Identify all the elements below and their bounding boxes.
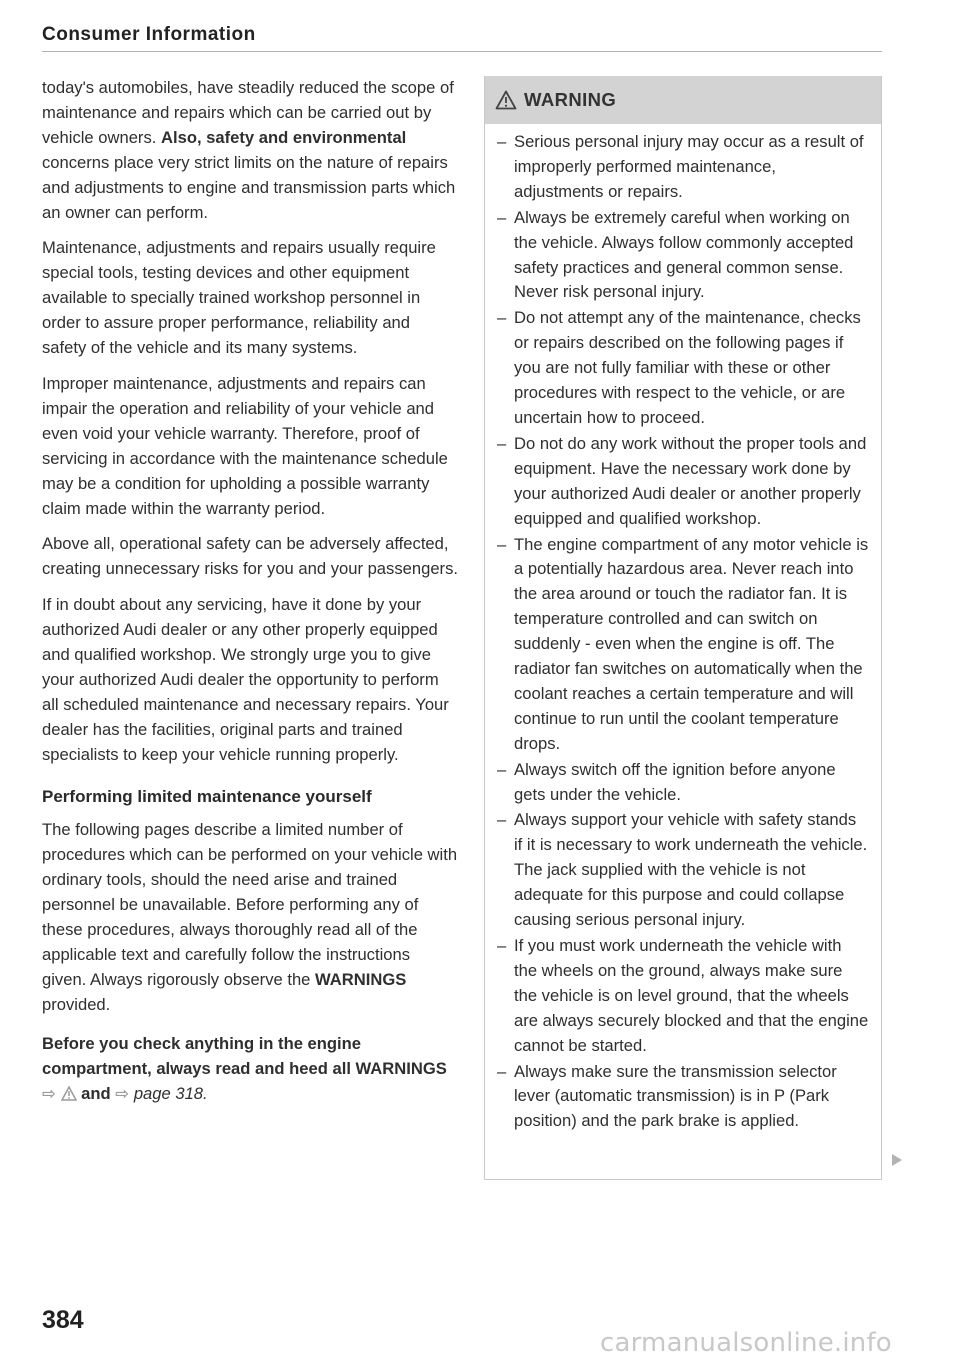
- paragraph-intro-text-b: concerns place very strict limits on the nature of repairs and adjustments to engine and transmission parts which an owner can perform.: [42, 152, 456, 222]
- page-ref-link[interactable]: page 318.: [133, 1083, 208, 1103]
- warning-item: – Always support your vehicle with safety stands if it is necessary to work underneath the vehicle. The jack supplied with the vehicle is not adequate for this purpose and could collapse causing serious personal injury.: [497, 808, 869, 933]
- section-title: Consumer Information: [42, 24, 256, 45]
- paragraph-safety: Above all, operational safety can be adversely affected, creating unnecessary risks for you and your passengers.: [42, 534, 458, 579]
- paragraph-improper: Improper maintenance, adjustments and repairs can impair the operation and reliability of your vehicle and even void your vehicle warranty. Therefore, proof of servicing in accordance with the maintenance schedule may be a condition for upholding a possible warranty claim made within the warranty period.: [42, 373, 448, 518]
- paragraph-intro-bold: Also, safety and environmental: [161, 127, 407, 147]
- warning-box: [484, 76, 882, 1180]
- header-divider: [42, 51, 882, 52]
- paragraph-procedures-bold: WARNINGS: [315, 969, 407, 989]
- paragraph-procedures-text-b: provided.: [42, 994, 111, 1014]
- notice-and: and: [81, 1083, 111, 1103]
- paragraph-procedures: [42, 818, 458, 1017]
- warning-item: – Do not do any work without the proper tools and equipment. Have the necessary work done by your authorized Audi dealer or another properly equipped and qualified workshop.: [497, 432, 869, 532]
- subheading-limited-maintenance: Performing limited maintenance yourself: [42, 786, 372, 806]
- arrow-ref-icon: ⇨: [42, 1083, 56, 1103]
- warning-item: – If you must work underneath the vehicle with the wheels on the ground, always make sure the vehicle is on level ground, that the wheels are always securely blocked and that the engine cannot be started.: [497, 934, 869, 1059]
- notice-text: Before you check anything in the engine compartment, always read and heed all WARNINGS: [42, 1033, 447, 1078]
- warning-item: – Always be extremely careful when working on the vehicle. Always follow commonly accepted safety practices and general common sense. Never risk personal injury.: [497, 206, 869, 306]
- paragraph-maintenance: Maintenance, adjustments and repairs usually require special tools, testing devices and other equipment available to specially trained workshop personnel in order to assure proper performance, reliability and safety of the vehicle and its many systems.: [42, 238, 436, 358]
- arrow-ref-icon: ⇨: [115, 1083, 130, 1103]
- warning-triangle-icon: [495, 90, 517, 110]
- warning-item: – Always switch off the ignition before anyone gets under the vehicle.: [497, 758, 869, 808]
- paragraph-intro: [42, 76, 458, 225]
- warning-item: – Always make sure the transmission selector lever (automatic transmission) is in P (Park position) and the park brake is applied.: [497, 1060, 869, 1135]
- warning-ref-icon[interactable]: [61, 1086, 77, 1101]
- watermark-text: carmanualsonline.info: [600, 1328, 892, 1358]
- paragraph-intro-text-a: today's automobiles, have steadily reduced the scope of maintenance and repairs which can be carried out by vehicle owners.: [42, 78, 454, 147]
- page-number: 384: [42, 1306, 84, 1334]
- warning-title: WARNING: [524, 89, 617, 110]
- warning-list: [485, 124, 881, 1134]
- continue-arrow-icon: [890, 1153, 904, 1167]
- paragraph-procedures-text-a: The following pages describe a limited number of procedures which can be performed on your vehicle with ordinary tools, should the need arise and trained personnel be unavailable. Before performing any of these procedures, always thoroughly read all of the applicable text and carefully follow the instructions given. Always rigorously observe the: [42, 820, 458, 989]
- page-header: [42, 24, 882, 46]
- warning-item: – Do not attempt any of the maintenance, checks or repairs described on the following pages if you are not fully familiar with these or other procedures with respect to the vehicle, or are uncertain how to proceed.: [497, 306, 869, 431]
- left-column: [42, 76, 458, 1117]
- paragraph-doubt: If in doubt about any servicing, have it done by your authorized Audi dealer or any other properly equipped and qualified workshop. We strongly urge you to give your authorized Audi dealer the opportunity to perform all scheduled maintenance and necessary repairs. Your dealer has the facilities, original parts and trained specialists to keep your vehicle running properly.: [42, 595, 449, 764]
- engine-compartment-notice: [42, 1032, 458, 1107]
- warning-header: [485, 76, 881, 124]
- warning-item: – Serious personal injury may occur as a result of improperly performed maintenance, adjustments or repairs.: [497, 130, 869, 205]
- warning-item: – The engine compartment of any motor vehicle is a potentially hazardous area. Never reach into the area around or touch the radiator fan. It is temperature controlled and can switch on suddenly - even when the engine is off. The radiator fan switches on automatically when the coolant reaches a certain temperature and will continue to run until the coolant temperature drops.: [497, 533, 869, 757]
